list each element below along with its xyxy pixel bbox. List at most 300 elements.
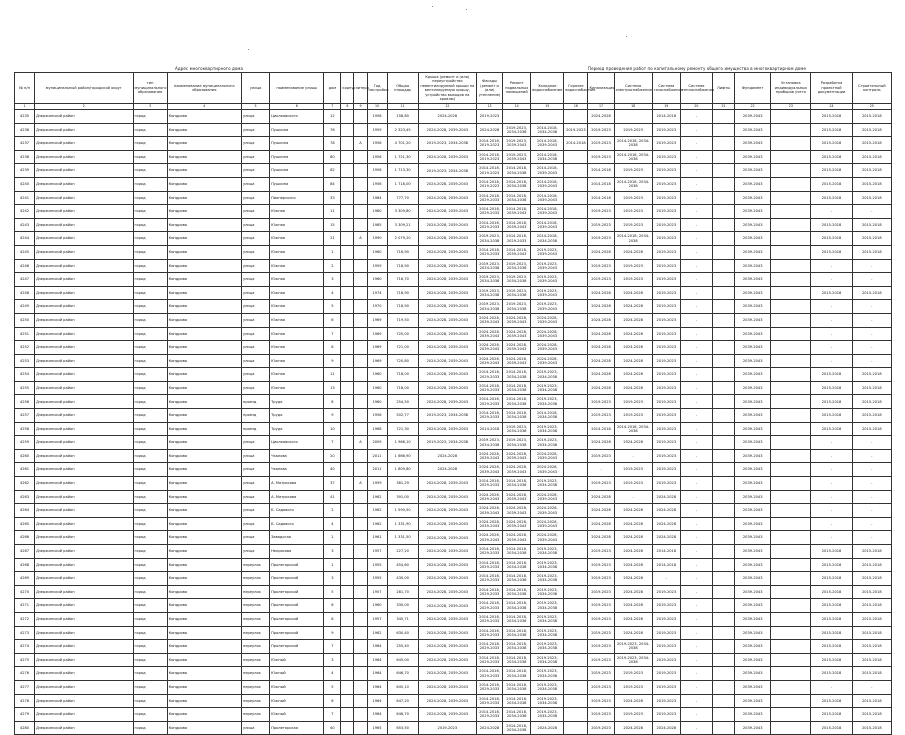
table-cell bbox=[564, 395, 588, 409]
table-cell: Кондрово bbox=[167, 286, 241, 300]
table-cell: город bbox=[133, 694, 167, 708]
table-cell: - bbox=[680, 626, 712, 640]
table-cell: - bbox=[811, 680, 852, 694]
table-cell: 2039-2043 bbox=[735, 286, 771, 300]
table-cell: 2019-2023 bbox=[652, 123, 680, 137]
table-cell: 1964 bbox=[367, 667, 387, 681]
table-cell bbox=[341, 273, 354, 287]
column-number: 1 bbox=[15, 104, 35, 110]
table-cell bbox=[771, 422, 811, 436]
table-cell: 2019-2023, 2034-2038 bbox=[531, 368, 564, 382]
table-cell: 2014-2018, 2034-2038 bbox=[614, 150, 652, 164]
column-header: тип муниципального образования bbox=[133, 73, 167, 104]
table-cell: город bbox=[133, 164, 167, 178]
table-cell: 2015-2018 bbox=[852, 232, 891, 246]
column-header: Лифты bbox=[713, 73, 735, 104]
table-cell: переулок bbox=[241, 626, 269, 640]
table-cell: 2015-2018 bbox=[811, 572, 852, 586]
table-cell: 1 bbox=[324, 558, 341, 572]
table-cell: 2015-2018 bbox=[811, 545, 852, 559]
table-cell: 1962 bbox=[367, 490, 387, 504]
table-cell: 2015-2018 bbox=[852, 545, 891, 559]
table-cell: 2015-2018 bbox=[852, 286, 891, 300]
table-cell: 2015-2018 bbox=[852, 653, 891, 667]
table-cell: 4257 bbox=[15, 409, 35, 423]
table-cell: Дзержинский район bbox=[35, 354, 133, 368]
table-cell: 2014-2018, 2019-2023 bbox=[476, 177, 502, 191]
table-cell bbox=[564, 164, 588, 178]
table-cell: улица bbox=[241, 721, 269, 735]
table-cell: - bbox=[680, 164, 712, 178]
table-cell: Заводская bbox=[270, 531, 324, 545]
table-cell: город bbox=[133, 626, 167, 640]
table-cell: 2019-2023 bbox=[588, 680, 614, 694]
column-number: 16 bbox=[564, 104, 588, 110]
table-cell bbox=[341, 599, 354, 613]
table-cell: 2019-2023, 2034-2038 bbox=[531, 395, 564, 409]
table-cell: 4239 bbox=[15, 164, 35, 178]
table-cell bbox=[564, 599, 588, 613]
table-cell: 2019-2023, 2039-2043 bbox=[531, 259, 564, 273]
table-cell: 2019-2023 bbox=[652, 191, 680, 205]
table-cell: 8 bbox=[324, 612, 341, 626]
table-cell: 1974 bbox=[367, 286, 387, 300]
table-cell: Дзержинский район bbox=[35, 599, 133, 613]
table-cell: - bbox=[680, 572, 712, 586]
table-cell: Пролетарский bbox=[270, 585, 324, 599]
table-cell bbox=[354, 490, 367, 504]
table-cell: 2019-2023 bbox=[588, 449, 614, 463]
table-cell: 4255 bbox=[15, 381, 35, 395]
table-cell bbox=[771, 327, 811, 341]
table-cell: 1965 bbox=[367, 721, 387, 735]
table-cell: 9 bbox=[324, 409, 341, 423]
table-cell: 3 309,21 bbox=[387, 218, 418, 232]
table-cell: - bbox=[811, 490, 852, 504]
table-row bbox=[15, 694, 892, 708]
table-cell bbox=[771, 368, 811, 382]
table-cell: 1960 bbox=[367, 273, 387, 287]
table-cell: Циолковского bbox=[270, 436, 324, 450]
table-cell: Дзержинский район bbox=[35, 545, 133, 559]
table-cell: город bbox=[133, 436, 167, 450]
column-number: 22 bbox=[735, 104, 771, 110]
table-cell: город bbox=[133, 558, 167, 572]
table-cell bbox=[354, 164, 367, 178]
table-cell: 2015-2018 bbox=[852, 177, 891, 191]
column-header: Фасады (ремонт и (или) утепление) bbox=[476, 73, 502, 104]
table-cell bbox=[354, 218, 367, 232]
table-cell: 2019-2023, 2034-2038 bbox=[531, 653, 564, 667]
table-cell: 1969 bbox=[367, 327, 387, 341]
table-cell: 4251 bbox=[15, 327, 35, 341]
table-cell bbox=[713, 694, 735, 708]
table-cell: - bbox=[811, 273, 852, 287]
table-cell: 718,00 bbox=[387, 381, 418, 395]
table-cell: 2024-2028 bbox=[588, 381, 614, 395]
table-row bbox=[15, 150, 892, 164]
table-cell: Дзержинский район bbox=[35, 422, 133, 436]
table-cell bbox=[564, 313, 588, 327]
table-cell: 2024-2028 bbox=[476, 721, 502, 735]
table-cell: 2024-2028, 2039-2043 bbox=[418, 327, 476, 341]
table-cell: 2019-2023, 2034-2038 bbox=[531, 572, 564, 586]
table-cell: 2024-2028 bbox=[614, 612, 652, 626]
table-cell: 721,00 bbox=[387, 341, 418, 355]
table-cell: 2019-2023 bbox=[652, 273, 680, 287]
table-cell: Пушкина bbox=[270, 123, 324, 137]
table-cell: 1964 bbox=[367, 694, 387, 708]
table-cell: Кондрово bbox=[167, 205, 241, 219]
table-cell: 2014-2018, 2034-2038 bbox=[503, 721, 531, 735]
table-cell: 2019-2023, 2034-2038 bbox=[531, 694, 564, 708]
table-cell: 2024-2028, 2039-2043 bbox=[476, 531, 502, 545]
table-cell: - bbox=[680, 286, 712, 300]
table-cell bbox=[713, 286, 735, 300]
table-cell: 4242 bbox=[15, 205, 35, 219]
table-cell: 4237 bbox=[15, 137, 35, 151]
table-cell bbox=[771, 545, 811, 559]
table-cell: 2024-2028 bbox=[614, 517, 652, 531]
table-cell: - bbox=[680, 517, 712, 531]
table-cell: 381,29 bbox=[387, 477, 418, 491]
table-cell: 2015-2018 bbox=[852, 191, 891, 205]
table-cell: 2039-2043 bbox=[735, 381, 771, 395]
table-cell: переулок bbox=[241, 599, 269, 613]
table-cell: 2015-2018 bbox=[811, 422, 852, 436]
table-row bbox=[15, 436, 892, 450]
table-cell: проезд bbox=[241, 395, 269, 409]
table-cell: 2014-2018 bbox=[652, 545, 680, 559]
table-cell: 2024-2028, 2039-2043 bbox=[418, 640, 476, 654]
table-cell bbox=[564, 327, 588, 341]
table-cell: 716,70 bbox=[387, 273, 418, 287]
table-cell: 4244 bbox=[15, 232, 35, 246]
table-cell: 2024-2028, 2039-2043 bbox=[476, 341, 502, 355]
table-cell: 2014-2018, 2019-2023 bbox=[476, 150, 502, 164]
table-cell: Дзержинский район bbox=[35, 273, 133, 287]
table-cell: Дзержинский район bbox=[35, 504, 133, 518]
table-cell: 2039-2043 bbox=[735, 449, 771, 463]
table-cell: 2024-2028, 2039-2043 bbox=[418, 504, 476, 518]
table-cell: 2014-2018, 2029-2033 bbox=[476, 558, 502, 572]
table-cell: - bbox=[811, 354, 852, 368]
table-cell: - bbox=[852, 341, 891, 355]
table-cell: 2019-2023 bbox=[652, 449, 680, 463]
table-cell: - bbox=[680, 137, 712, 151]
table-cell: Южная bbox=[270, 205, 324, 219]
table-row bbox=[15, 123, 892, 137]
table-cell: - bbox=[614, 490, 652, 504]
table-cell: 718,90 bbox=[387, 300, 418, 314]
table-cell: 2024-2028, 2039-2043 bbox=[418, 395, 476, 409]
table-cell bbox=[771, 572, 811, 586]
table-cell bbox=[564, 680, 588, 694]
table-cell bbox=[713, 640, 735, 654]
table-cell: 2024-2028, 2039-2043 bbox=[418, 313, 476, 327]
table-cell: - bbox=[852, 463, 891, 477]
table-cell: 2015-2018 bbox=[852, 381, 891, 395]
table-cell: 2024-2028 bbox=[614, 558, 652, 572]
table-cell: 4268 bbox=[15, 558, 35, 572]
table-cell: 2039-2043 bbox=[735, 477, 771, 491]
table-cell: - bbox=[852, 490, 891, 504]
table-cell: - bbox=[680, 436, 712, 450]
table-cell bbox=[771, 653, 811, 667]
table-cell bbox=[564, 694, 588, 708]
table-cell: 7 bbox=[324, 436, 341, 450]
table-cell: 2019-2023 bbox=[652, 708, 680, 722]
table-cell: 6 bbox=[324, 313, 341, 327]
table-cell: 2015-2018 bbox=[811, 164, 852, 178]
table-cell: 2019-2023 bbox=[652, 667, 680, 681]
table-cell: Дзержинский район bbox=[35, 680, 133, 694]
table-cell bbox=[564, 517, 588, 531]
table-cell: город bbox=[133, 490, 167, 504]
table-cell bbox=[341, 205, 354, 219]
table-cell: - bbox=[680, 721, 712, 735]
table-cell: 2014-2018 bbox=[564, 137, 588, 151]
table-cell: Пролетарская bbox=[270, 721, 324, 735]
table-cell: 255,40 bbox=[387, 640, 418, 654]
table-row bbox=[15, 599, 892, 613]
table-cell: 4252 bbox=[15, 341, 35, 355]
table-cell: 2039-2043 bbox=[735, 150, 771, 164]
table-cell: - bbox=[852, 531, 891, 545]
table-cell: 2039-2043 bbox=[735, 409, 771, 423]
table-cell: Кондрово bbox=[167, 218, 241, 232]
table-cell: 4273 bbox=[15, 626, 35, 640]
table-cell bbox=[713, 395, 735, 409]
table-cell: 2 079,20 bbox=[387, 232, 418, 246]
table-cell: 1 590,50 bbox=[387, 504, 418, 518]
table-cell: 2039-2043 bbox=[735, 313, 771, 327]
table-cell bbox=[771, 667, 811, 681]
table-cell: 2024-2028, 2039-2043 bbox=[503, 517, 531, 531]
table-cell: 11 bbox=[324, 205, 341, 219]
table-cell bbox=[341, 300, 354, 314]
table-cell bbox=[564, 531, 588, 545]
table-cell: - bbox=[680, 531, 712, 545]
table-cell: Кондрово bbox=[167, 653, 241, 667]
table-row bbox=[15, 585, 892, 599]
table-cell: 2024-2028, 2039-2043 bbox=[418, 300, 476, 314]
table-cell: 4264 bbox=[15, 504, 35, 518]
table-cell: Дзержинский район bbox=[35, 572, 133, 586]
column-header: Система газоснабжения bbox=[652, 73, 680, 104]
table-cell: 2014-2018, 2029-2033 bbox=[476, 585, 502, 599]
table-cell bbox=[713, 191, 735, 205]
table-cell: 2024-2028 bbox=[614, 504, 652, 518]
table-cell bbox=[341, 708, 354, 722]
table-cell: 2019-2023 bbox=[652, 245, 680, 259]
table-cell bbox=[564, 368, 588, 382]
table-cell: 720,80 bbox=[387, 354, 418, 368]
table-cell: 2019-2023, 2034-2038 bbox=[503, 422, 531, 436]
table-cell bbox=[713, 245, 735, 259]
table-cell bbox=[531, 110, 564, 124]
table-cell: 9 bbox=[324, 354, 341, 368]
table-cell: 4269 bbox=[15, 572, 35, 586]
table-cell: 2019-2023 bbox=[652, 640, 680, 654]
table-cell: А bbox=[354, 436, 367, 450]
table-cell: Кондрово bbox=[167, 680, 241, 694]
table-cell: 2019-2023, 2034-2038 bbox=[418, 409, 476, 423]
table-cell: Б. Садового bbox=[270, 517, 324, 531]
table-cell: 2024-2028 bbox=[614, 572, 652, 586]
table-cell: город bbox=[133, 177, 167, 191]
table-cell: Кондрово bbox=[167, 259, 241, 273]
table-cell bbox=[341, 463, 354, 477]
table-cell bbox=[771, 191, 811, 205]
table-row bbox=[15, 653, 892, 667]
table-cell: 2024-2028 bbox=[588, 341, 614, 355]
table-cell: улица bbox=[241, 531, 269, 545]
table-cell bbox=[341, 232, 354, 246]
table-cell: 2019-2023, 2034-2038 bbox=[503, 273, 531, 287]
table-cell: 2024-2028, 2039-2043 bbox=[418, 422, 476, 436]
table-cell: 2024-2028 bbox=[652, 517, 680, 531]
table-cell: 2015-2018 bbox=[811, 653, 852, 667]
table-cell: 2019-2023, 2034-2038 bbox=[503, 436, 531, 450]
table-cell: 2024-2028, 2039-2043 bbox=[531, 463, 564, 477]
table-cell: 1 331,90 bbox=[387, 517, 418, 531]
table-cell: 1 331,50 bbox=[387, 531, 418, 545]
table-cell: 2014-2018, 2034-2038 bbox=[503, 164, 531, 178]
table-cell: 2019-2023 bbox=[614, 205, 652, 219]
table-cell: Пролетарский bbox=[270, 612, 324, 626]
table-cell: 2024-2028, 2039-2043 bbox=[476, 313, 502, 327]
table-cell bbox=[771, 558, 811, 572]
table-cell: 2014-2018, 2034-2038 bbox=[614, 137, 652, 151]
table-cell bbox=[771, 721, 811, 735]
table-cell bbox=[564, 300, 588, 314]
table-cell: город bbox=[133, 137, 167, 151]
column-number: 18 bbox=[614, 104, 652, 110]
table-cell: - bbox=[680, 245, 712, 259]
table-cell bbox=[713, 612, 735, 626]
table-cell: 2019-2023 bbox=[588, 612, 614, 626]
table-cell: 1957 bbox=[367, 545, 387, 559]
table-row bbox=[15, 218, 892, 232]
table-cell: А bbox=[354, 477, 367, 491]
table-cell: 2024-2028 bbox=[588, 368, 614, 382]
table-cell: 2011 bbox=[367, 463, 387, 477]
column-number: 4 bbox=[167, 104, 241, 110]
table-cell: 2015-2018 bbox=[852, 640, 891, 654]
table-cell bbox=[713, 313, 735, 327]
table-cell: Пролетарский bbox=[270, 572, 324, 586]
column-header: Разработка проектной документации bbox=[811, 73, 852, 104]
table-cell: 2039-2043 bbox=[735, 653, 771, 667]
table-cell: 2019-2023 bbox=[652, 300, 680, 314]
column-header: улица bbox=[241, 73, 269, 104]
table-cell bbox=[354, 381, 367, 395]
table-cell: 2039-2043 bbox=[735, 694, 771, 708]
table-cell: 2019-2023 bbox=[652, 395, 680, 409]
table-cell: 1969 bbox=[367, 313, 387, 327]
table-cell: Дзержинский район bbox=[35, 137, 133, 151]
table-cell: переулок bbox=[241, 585, 269, 599]
table-cell: 7 bbox=[324, 327, 341, 341]
table-cell: - bbox=[680, 381, 712, 395]
table-cell: Кондрово bbox=[167, 490, 241, 504]
table-cell: Южная bbox=[270, 313, 324, 327]
table-cell: Южная bbox=[270, 368, 324, 382]
table-cell: 716,90 bbox=[387, 245, 418, 259]
table-cell bbox=[713, 449, 735, 463]
table-cell: 2024-2028 bbox=[614, 545, 652, 559]
table-cell: Кондрово bbox=[167, 626, 241, 640]
table-cell bbox=[713, 585, 735, 599]
table-cell: Дзержинский район bbox=[35, 191, 133, 205]
table-cell: - bbox=[680, 585, 712, 599]
table-cell: 2014-2018, 2039-2043 bbox=[503, 205, 531, 219]
table-cell: 2015-2018 bbox=[811, 599, 852, 613]
table-row bbox=[15, 341, 892, 355]
table-cell: 2024-2028, 2039-2043 bbox=[418, 341, 476, 355]
table-cell: 84 bbox=[324, 177, 341, 191]
table-cell: город bbox=[133, 150, 167, 164]
table-cell: - bbox=[811, 477, 852, 491]
table-cell: 2014-2018, 2039-2043 bbox=[531, 191, 564, 205]
table-cell: Дзержинский район bbox=[35, 123, 133, 137]
table-cell: 2015-2018 bbox=[811, 721, 852, 735]
table-cell: 4265 bbox=[15, 517, 35, 531]
table-cell: 4245 bbox=[15, 245, 35, 259]
table-cell: улица bbox=[241, 191, 269, 205]
table-cell: - bbox=[680, 177, 712, 191]
table-cell bbox=[713, 680, 735, 694]
table-cell: 1962 bbox=[367, 626, 387, 640]
table-cell: город bbox=[133, 218, 167, 232]
table-cell bbox=[564, 640, 588, 654]
table-cell: - bbox=[680, 110, 712, 124]
table-cell: 1 bbox=[324, 245, 341, 259]
table-cell: 1958 bbox=[367, 110, 387, 124]
table-cell: 4258 bbox=[15, 422, 35, 436]
table-cell: 4249 bbox=[15, 300, 35, 314]
table-cell: 2014-2018, 2029-2033 bbox=[476, 626, 502, 640]
table-cell: 2024-2028 bbox=[588, 300, 614, 314]
table-cell: 2015-2018 bbox=[852, 599, 891, 613]
table-cell: - bbox=[680, 313, 712, 327]
table-cell: 2014-2018, 2034-2038 bbox=[503, 612, 531, 626]
table-cell: 1959 bbox=[367, 259, 387, 273]
table-cell: 2014-2018, 2034-2038 bbox=[531, 232, 564, 246]
table-cell bbox=[713, 164, 735, 178]
table-cell: Дзержинский район bbox=[35, 531, 133, 545]
table-cell: 2019-2023 bbox=[614, 164, 652, 178]
table-cell: Южная bbox=[270, 381, 324, 395]
column-number: 19 bbox=[652, 104, 680, 110]
table-cell: 2024-2028 bbox=[614, 585, 652, 599]
table-cell: - bbox=[852, 300, 891, 314]
table-cell: 2019-2023 bbox=[652, 626, 680, 640]
table-cell: Кондрово bbox=[167, 354, 241, 368]
table-cell: город bbox=[133, 395, 167, 409]
table-cell: 1964 bbox=[367, 640, 387, 654]
table-cell: Кондрово bbox=[167, 708, 241, 722]
table-cell: 1968 bbox=[367, 422, 387, 436]
table-cell: 4250 bbox=[15, 313, 35, 327]
table-cell: город bbox=[133, 354, 167, 368]
table-cell: 2019-2023, 2034-2038 bbox=[531, 599, 564, 613]
table-cell: 2019-2023, 2034-2038 bbox=[531, 640, 564, 654]
table-cell bbox=[341, 545, 354, 559]
table-cell bbox=[713, 558, 735, 572]
table-cell bbox=[713, 531, 735, 545]
